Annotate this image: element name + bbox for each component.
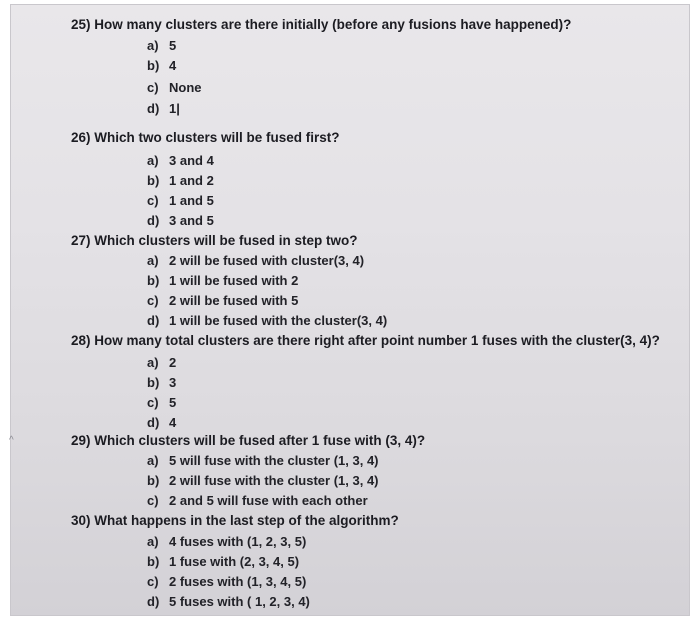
q26-option-d: d) 3 and 5 bbox=[147, 213, 214, 228]
q27-option-c: c) 2 will be fused with 5 bbox=[147, 293, 299, 308]
q25-option-a: a) 5 bbox=[147, 38, 177, 53]
q27-option-b: b) 1 will be fused with 2 bbox=[147, 273, 299, 288]
q26-option-b: b) 1 and 2 bbox=[147, 173, 214, 188]
q30-option-d: d) 5 fuses with ( 1, 2, 3, 4) bbox=[147, 594, 310, 609]
q25-option-b: b) 4 bbox=[147, 58, 177, 73]
q28-option-d: d) 4 bbox=[147, 415, 177, 430]
margin-mark: ^ bbox=[9, 435, 14, 446]
q25-option-d: d) 1| bbox=[147, 101, 180, 116]
q29-option-b: b) 2 will fuse with the cluster (1, 3, 4) bbox=[147, 473, 379, 488]
q27-option-a: a) 2 will be fused with cluster(3, 4) bbox=[147, 253, 365, 268]
question-30: 30) What happens in the last step of the algorithm? bbox=[71, 513, 399, 528]
q30-option-b: b) 1 fuse with (2, 3, 4, 5) bbox=[147, 554, 300, 569]
q26-option-a: a) 3 and 4 bbox=[147, 153, 214, 168]
q28-option-c: c) 5 bbox=[147, 395, 177, 410]
question-29: 29) Which clusters will be fused after 1 fuse with (3, 4)? bbox=[71, 433, 426, 448]
question-26: 26) Which two clusters will be fused first? bbox=[71, 130, 340, 145]
q25-option-c: c) None bbox=[147, 80, 202, 95]
question-25: 25) How many clusters are there initially (before any fusions have happened)? bbox=[71, 17, 572, 32]
q27-option-d: d) 1 will be fused with the cluster(3, 4) bbox=[147, 313, 388, 328]
worksheet-photo bbox=[10, 4, 690, 616]
q30-option-a: a) 4 fuses with (1, 2, 3, 5) bbox=[147, 534, 307, 549]
q29-option-c: c) 2 and 5 will fuse with each other bbox=[147, 493, 368, 508]
question-27: 27) Which clusters will be fused in step two? bbox=[71, 233, 358, 248]
q26-option-c: c) 1 and 5 bbox=[147, 193, 214, 208]
q29-option-a: a) 5 will fuse with the cluster (1, 3, 4) bbox=[147, 453, 379, 468]
q28-option-b: b) 3 bbox=[147, 375, 177, 390]
q30-option-c: c) 2 fuses with (1, 3, 4, 5) bbox=[147, 574, 307, 589]
question-28: 28) How many total clusters are there right after point number 1 fuses with the cluster(3, 4)? bbox=[71, 333, 660, 348]
q28-option-a: a) 2 bbox=[147, 355, 177, 370]
